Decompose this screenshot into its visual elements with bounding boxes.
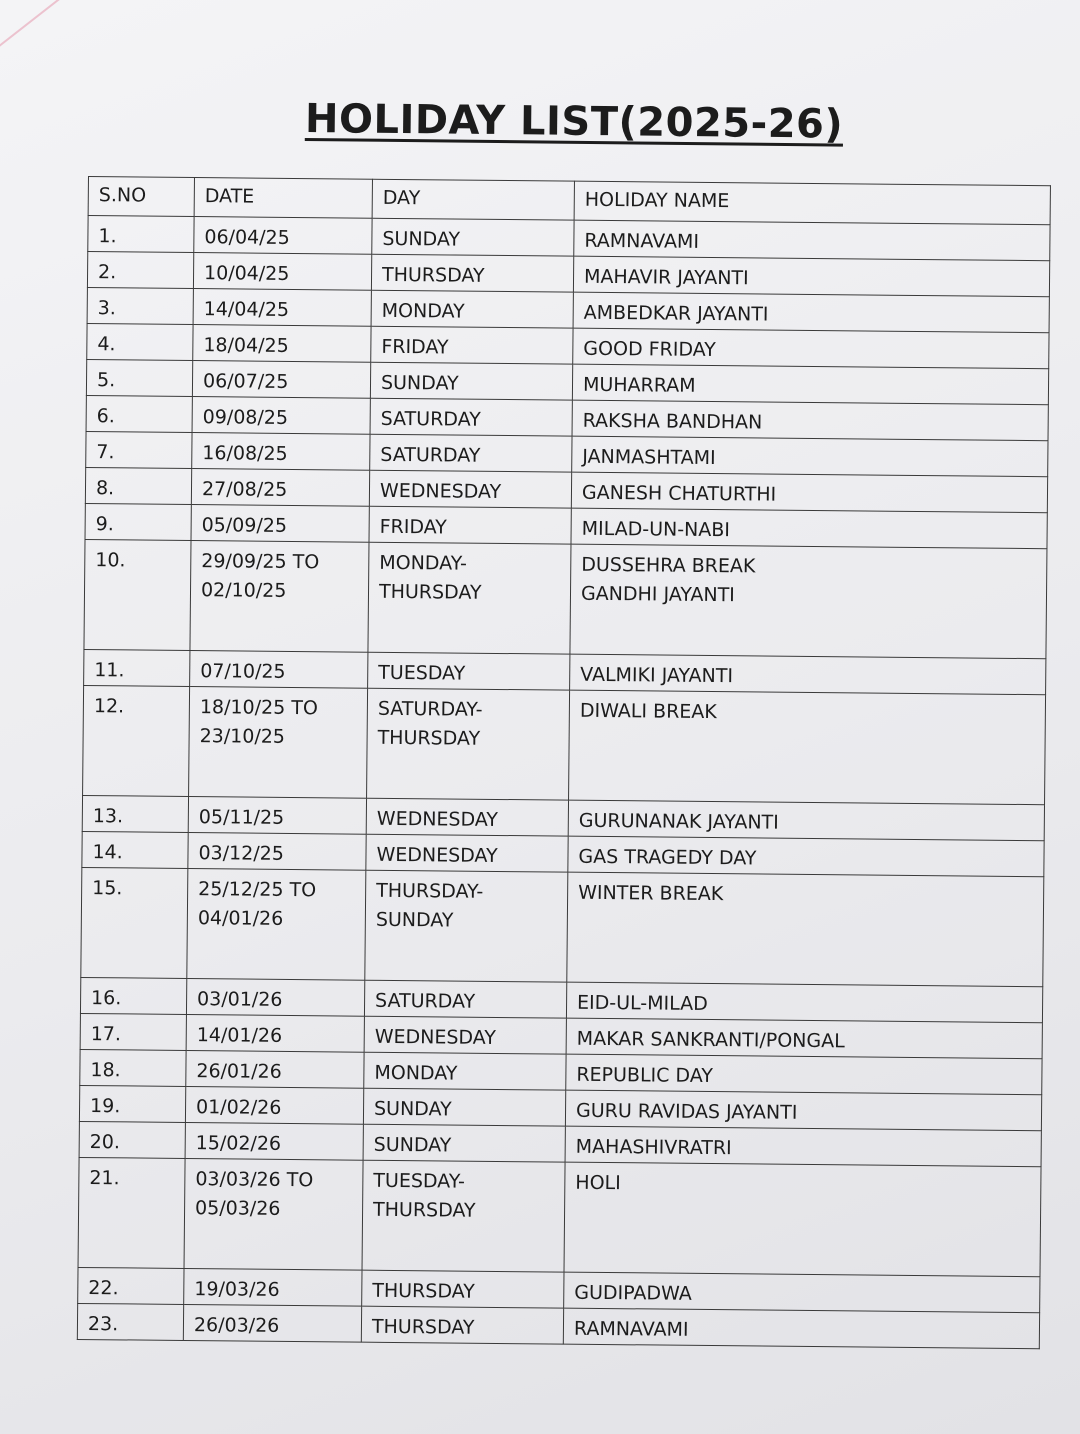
cell-holiday: GOOD FRIDAY — [573, 328, 1049, 369]
cell-date: 19/03/26 — [184, 1268, 362, 1306]
cell-day: WEDNESDAY — [366, 798, 568, 836]
cell-date: 14/01/26 — [186, 1014, 364, 1052]
cell-day: TUESDAY- THURSDAY — [362, 1160, 565, 1272]
table-row — [78, 1157, 1041, 1276]
cell-sno: 2. — [87, 252, 193, 289]
cell-holiday: GUDIPADWA — [564, 1272, 1040, 1313]
cell-holiday: GURU RAVIDAS JAYANTI — [565, 1090, 1041, 1131]
cell-date: 26/01/26 — [186, 1050, 364, 1088]
cell-day: TUESDAY — [368, 652, 570, 690]
cell-date: 09/08/25 — [192, 397, 370, 435]
cell-day: THURSDAY — [361, 1306, 563, 1344]
cell-date: 18/10/25 TO 23/10/25 — [189, 686, 368, 798]
cell-day: WEDNESDAY — [364, 1016, 566, 1054]
cell-sno: 21. — [78, 1157, 185, 1268]
cell-date: 06/07/25 — [192, 361, 370, 399]
cell-day: SATURDAY — [370, 434, 572, 472]
header-day: DAY — [372, 179, 574, 220]
cell-holiday: DIWALI BREAK — [569, 690, 1046, 805]
cell-holiday: AMBEDKAR JAYANTI — [573, 292, 1049, 333]
cell-sno: 18. — [80, 1049, 186, 1086]
cell-day: THURSDAY — [371, 254, 573, 292]
cell-date: 01/02/26 — [185, 1086, 363, 1124]
cell-holiday: REPUBLIC DAY — [566, 1054, 1042, 1095]
cell-day: THURSDAY- SUNDAY — [365, 870, 568, 982]
cell-holiday: GURUNANAK JAYANTI — [568, 800, 1044, 841]
cell-sno: 15. — [81, 867, 188, 978]
cell-date: 25/12/25 TO 04/01/26 — [187, 868, 366, 980]
cell-date: 05/09/25 — [191, 505, 369, 543]
cell-day: WEDNESDAY — [366, 834, 568, 872]
cell-sno: 9. — [85, 503, 191, 540]
cell-sno: 23. — [77, 1303, 183, 1340]
holiday-table — [77, 176, 1051, 1349]
cell-day: FRIDAY — [369, 506, 571, 544]
cell-holiday: MAHAVIR JAYANTI — [573, 256, 1049, 297]
cell-holiday: DUSSEHRA BREAK GANDHI JAYANTI — [570, 544, 1047, 659]
cell-day: SUNDAY — [363, 1088, 565, 1126]
cell-day: THURSDAY — [362, 1270, 564, 1308]
cell-date: 18/04/25 — [193, 325, 371, 363]
cell-sno: 11. — [84, 649, 190, 686]
cell-date: 06/04/25 — [194, 217, 372, 255]
cell-date: 14/04/25 — [193, 289, 371, 327]
cell-date: 15/02/26 — [185, 1122, 363, 1160]
cell-holiday: VALMIKI JAYANTI — [570, 654, 1046, 695]
holiday-table-container — [77, 176, 1050, 1349]
cell-sno: 8. — [85, 467, 191, 504]
cell-sno: 6. — [86, 395, 192, 432]
cell-sno: 4. — [87, 323, 193, 360]
cell-day: SATURDAY — [370, 398, 572, 436]
table-row — [84, 539, 1047, 658]
cell-sno: 17. — [80, 1013, 186, 1050]
cell-day: SUNDAY — [370, 362, 572, 400]
cell-sno: 1. — [88, 216, 194, 253]
cell-date: 03/12/25 — [188, 832, 366, 870]
cell-sno: 10. — [84, 539, 191, 650]
cell-holiday: MILAD-UN-NABI — [571, 508, 1047, 549]
cell-day: SUNDAY — [372, 218, 574, 256]
cell-holiday: HOLI — [564, 1162, 1041, 1277]
table-row — [81, 867, 1044, 986]
pen-mark — [0, 0, 107, 62]
header-date: DATE — [194, 178, 372, 219]
cell-day: WEDNESDAY — [369, 470, 571, 508]
cell-date: 16/08/25 — [192, 433, 370, 471]
cell-sno: 3. — [87, 287, 193, 324]
cell-holiday: RAMNAVAMI — [574, 220, 1050, 261]
cell-day: SATURDAY — [364, 980, 566, 1018]
header-sno: S.NO — [88, 177, 194, 217]
cell-sno: 16. — [80, 977, 186, 1014]
table-row — [83, 685, 1046, 804]
cell-sno: 7. — [86, 431, 192, 468]
cell-day: FRIDAY — [371, 326, 573, 364]
cell-holiday: MUHARRAM — [572, 364, 1048, 405]
cell-date: 27/08/25 — [191, 469, 369, 507]
header-holiday-name: HOLIDAY NAME — [574, 181, 1050, 225]
cell-sno: 12. — [83, 685, 190, 796]
cell-holiday: WINTER BREAK — [567, 872, 1044, 987]
cell-day: SUNDAY — [363, 1124, 565, 1162]
cell-sno: 20. — [79, 1121, 185, 1158]
cell-holiday: MAHASHIVRATRI — [565, 1126, 1041, 1167]
cell-date: 29/09/25 TO 02/10/25 — [190, 541, 369, 653]
cell-date: 03/01/26 — [186, 978, 364, 1016]
cell-date: 07/10/25 — [190, 651, 368, 689]
cell-day: MONDAY- THURSDAY — [368, 542, 571, 654]
page-title: HOLIDAY LIST(2025-26) — [304, 96, 844, 148]
cell-holiday: EID-UL-MILAD — [566, 982, 1042, 1023]
cell-date: 05/11/25 — [188, 796, 366, 834]
cell-holiday: JANMASHTAMI — [572, 436, 1048, 477]
cell-sno: 13. — [82, 795, 188, 832]
cell-holiday: GANESH CHATURTHI — [571, 472, 1047, 513]
cell-holiday: RAMNAVAMI — [563, 1308, 1039, 1349]
cell-day: MONDAY — [371, 290, 573, 328]
cell-sno: 19. — [79, 1085, 185, 1122]
cell-date: 10/04/25 — [193, 253, 371, 291]
cell-day: MONDAY — [364, 1052, 566, 1090]
cell-holiday: GAS TRAGEDY DAY — [568, 836, 1044, 877]
cell-sno: 14. — [82, 831, 188, 868]
cell-sno: 22. — [78, 1267, 184, 1304]
cell-sno: 5. — [86, 359, 192, 396]
cell-holiday: MAKAR SANKRANTI/PONGAL — [566, 1018, 1042, 1059]
cell-date: 03/03/26 TO 05/03/26 — [184, 1158, 363, 1270]
cell-date: 26/03/26 — [183, 1304, 361, 1342]
cell-holiday: RAKSHA BANDHAN — [572, 400, 1048, 441]
cell-day: SATURDAY- THURSDAY — [367, 688, 570, 800]
